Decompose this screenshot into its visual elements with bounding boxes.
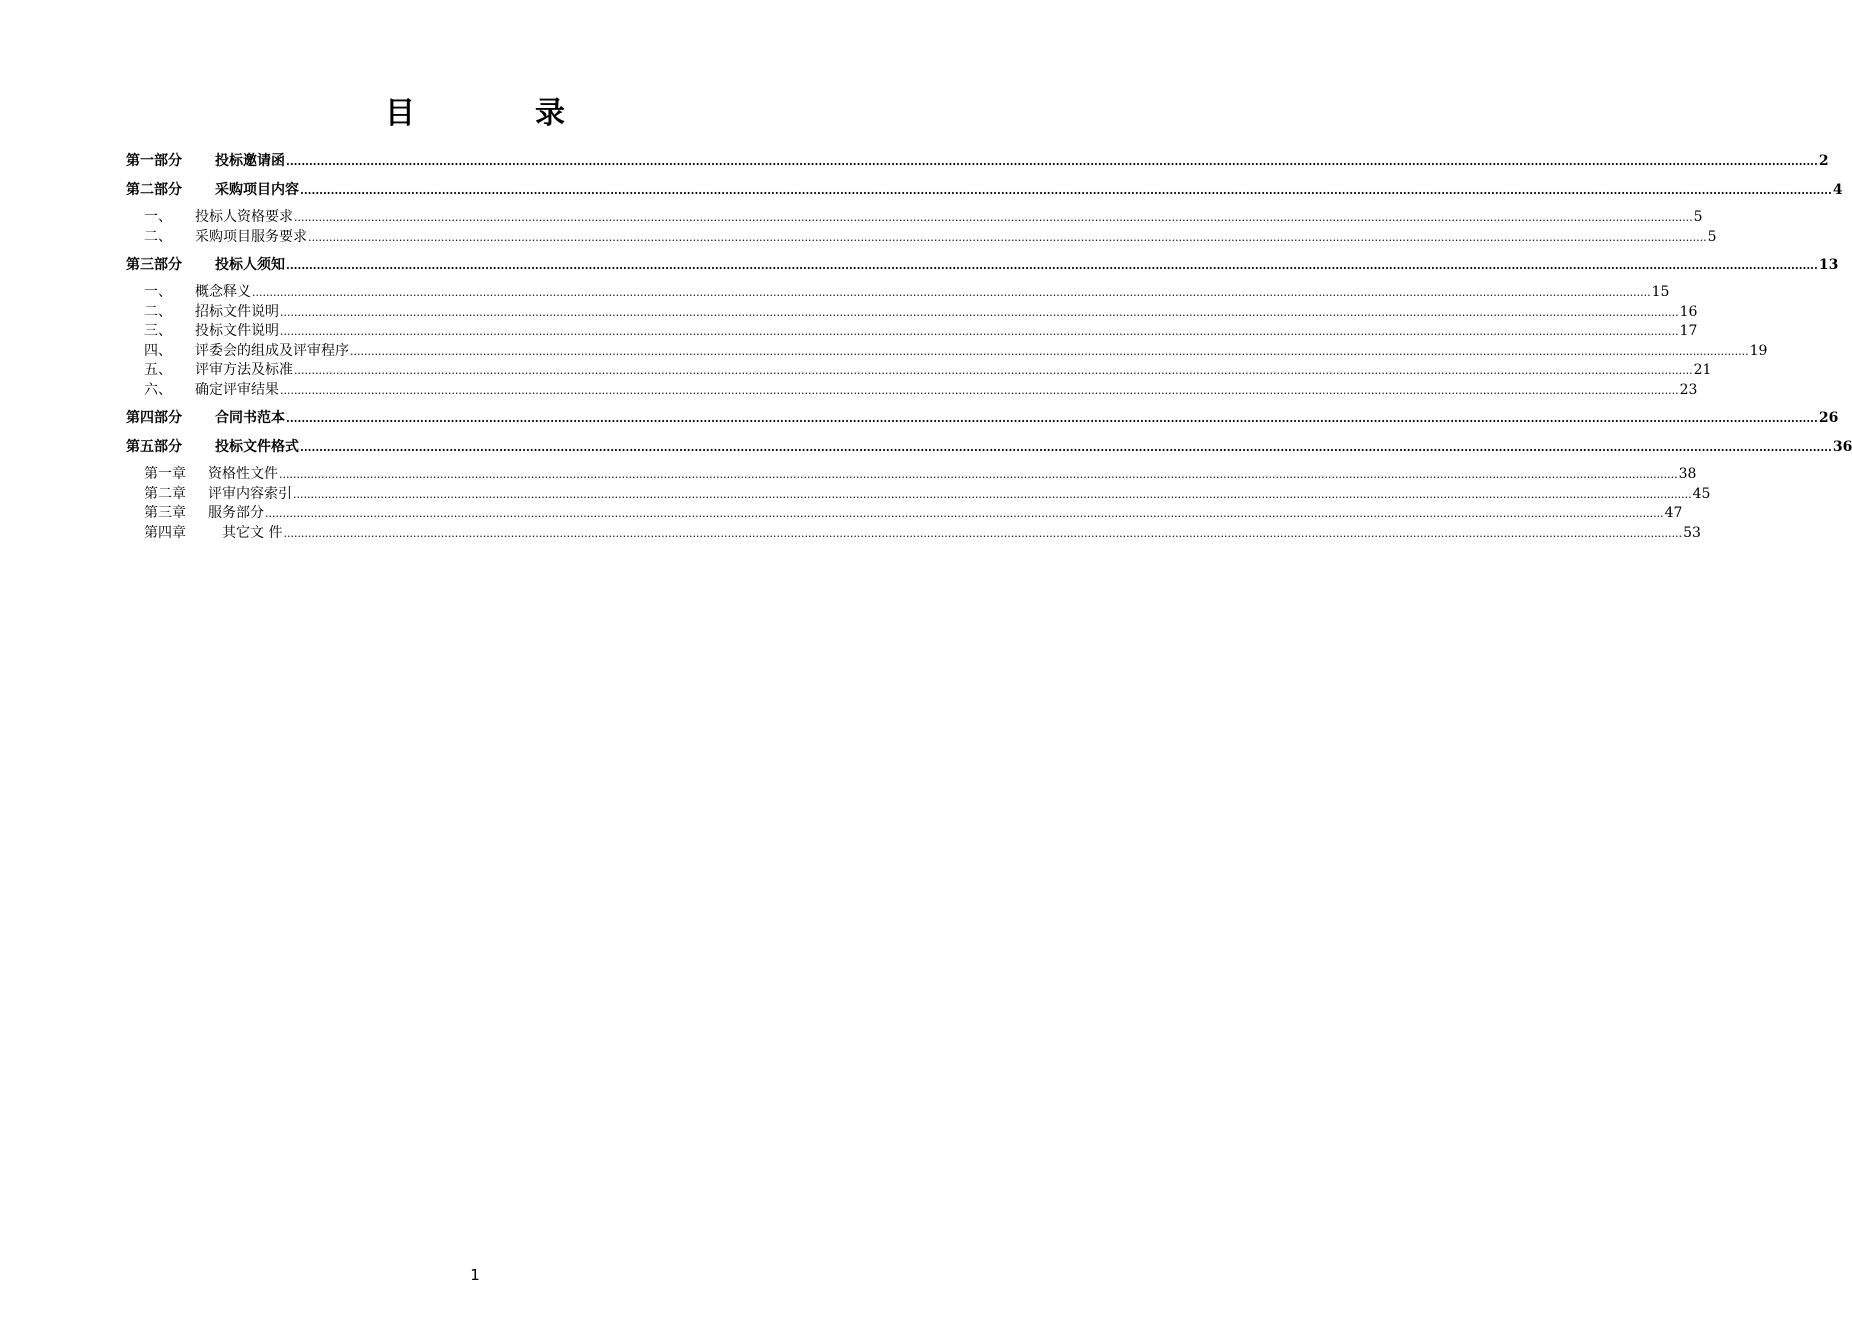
- toc-dot-leader: ................................................................................................................................................................................................................................................................................................................................................................................................................: [286, 155, 1818, 168]
- toc-entry[interactable]: [126, 361, 1712, 381]
- toc-entry-text: 概念释义: [195, 284, 251, 300]
- toc-dot-leader: ................................................................................................................................................................................................................................................................................................................................................................................................................: [286, 259, 1818, 272]
- toc-entry-page: 38: [1678, 466, 1697, 482]
- toc-dot-leader: ................................................................................................................................................................................................................................................................................................................................................................................................................: [280, 383, 1679, 397]
- toc-entry-page: 47: [1664, 505, 1683, 521]
- toc-entry-label: [126, 407, 285, 429]
- toc-dot-leader: ................................................................................................................................................................................................................................................................................................................................................................................................................: [286, 412, 1818, 425]
- toc-entry-text: 投标人须知: [215, 257, 285, 273]
- toc-dot-leader: ................................................................................................................................................................................................................................................................................................................................................................................................................: [280, 325, 1679, 338]
- toc-entry[interactable]: [126, 228, 1717, 248]
- toc-entry[interactable]: [126, 322, 1698, 342]
- toc-entry-number: 四、: [144, 342, 172, 359]
- toc-dot-leader: ................................................................................................................................................................................................................................................................................................................................................................................................................: [265, 507, 1664, 520]
- toc-entry-number: 第一部分: [126, 153, 182, 169]
- toc-entry-text: 招标文件说明: [195, 303, 279, 320]
- toc-entry-page: 45: [1692, 485, 1711, 502]
- toc-entry-text: 采购项目服务要求: [195, 228, 307, 245]
- toc-entry-page: 23: [1679, 381, 1698, 398]
- toc-entry-page: 36: [1832, 439, 1852, 455]
- toc-entry-label: [144, 322, 279, 342]
- toc-title: [0, 88, 950, 132]
- toc-entry-label: [144, 303, 279, 323]
- toc-dot-leader: ................................................................................................................................................................................................................................................................................................................................................................................................................: [252, 286, 1651, 299]
- toc-entry-page: 53: [1683, 524, 1701, 541]
- toc-entry-text: 评审内容索引: [208, 485, 292, 502]
- toc-entry-label: [144, 342, 349, 362]
- toc-entry-page: 21: [1693, 362, 1712, 378]
- toc-entry-page: 5: [1707, 228, 1717, 245]
- toc-entry-page: 5: [1693, 209, 1703, 225]
- toc-entry[interactable]: [126, 208, 1703, 228]
- toc-entry-label: [126, 179, 299, 201]
- toc-entry-label: [144, 465, 278, 485]
- toc-entry-label: [144, 228, 307, 248]
- toc-entry-page: 26: [1818, 410, 1839, 426]
- toc-title-char-2: 录: [535, 96, 565, 131]
- toc-title-char-1: 目: [385, 96, 415, 131]
- toc-entry-text: 评审方法及标准: [195, 362, 293, 378]
- toc-entry-number: 一、: [144, 209, 172, 225]
- toc-entry-text: 资格性文件: [208, 466, 278, 482]
- toc-entry[interactable]: [126, 407, 1839, 429]
- toc-entry-text: 确定评审结果: [195, 381, 279, 398]
- toc-entry[interactable]: [126, 254, 1839, 276]
- toc-dot-leader: ................................................................................................................................................................................................................................................................................................................................................................................................................: [280, 305, 1679, 319]
- toc-entry-text: 其它文 件: [208, 524, 283, 541]
- toc-entry-number: 第四章: [144, 524, 186, 541]
- toc-entry-text: 投标文件说明: [195, 323, 279, 339]
- toc-entry-page: 16: [1679, 303, 1698, 320]
- page-number: 1: [470, 1266, 480, 1284]
- toc-entry-text: 投标邀请函: [215, 153, 285, 169]
- toc-dot-leader: ................................................................................................................................................................................................................................................................................................................................................................................................................: [350, 344, 1749, 358]
- toc-entry-number: 二、: [144, 228, 172, 245]
- toc-entry-label: [144, 485, 292, 505]
- toc-entry-text: 合同书范本: [215, 410, 285, 426]
- toc-entry-number: 第二部分: [126, 182, 182, 198]
- toc-entry-number: 一、: [144, 284, 172, 300]
- toc-entry[interactable]: [126, 524, 1701, 544]
- toc-entry-text: 投标文件格式: [215, 439, 299, 455]
- toc-entry-page: 19: [1749, 342, 1768, 359]
- toc-entry-number: 第三部分: [126, 257, 182, 273]
- toc-dot-leader: ................................................................................................................................................................................................................................................................................................................................................................................................................: [294, 364, 1693, 377]
- toc-entry[interactable]: [126, 504, 1683, 524]
- toc-entry-page: 2: [1818, 153, 1829, 169]
- toc-entry[interactable]: [126, 465, 1697, 485]
- toc-dot-leader: ................................................................................................................................................................................................................................................................................................................................................................................................................: [283, 526, 1683, 540]
- toc-entry-label: [126, 254, 285, 276]
- toc-entry[interactable]: [126, 179, 1843, 201]
- toc-entry-page: 4: [1832, 182, 1843, 198]
- toc-entry-number: 第五部分: [126, 439, 182, 455]
- toc-entry-number: 六、: [144, 381, 172, 398]
- toc-entry-label: [126, 150, 285, 172]
- toc-entry-text: 采购项目内容: [215, 182, 299, 198]
- toc-entry-page: 15: [1651, 284, 1670, 300]
- toc-entry-page: 13: [1818, 257, 1839, 273]
- toc-entry-number: 三、: [144, 323, 172, 339]
- toc-entry-number: 五、: [144, 362, 172, 378]
- toc-entry-label: [144, 504, 264, 524]
- toc-entry-number: 第一章: [144, 466, 186, 482]
- toc-entry-label: [126, 436, 299, 458]
- toc-entry-text: 投标人资格要求: [195, 209, 293, 225]
- toc-entry[interactable]: [126, 485, 1711, 505]
- toc-entry[interactable]: [126, 342, 1768, 362]
- toc-entry[interactable]: [126, 303, 1698, 323]
- toc-entry-label: [144, 524, 282, 544]
- toc-entry-label: [144, 283, 251, 303]
- toc-entry[interactable]: [126, 150, 1829, 172]
- toc-dot-leader: ................................................................................................................................................................................................................................................................................................................................................................................................................: [294, 211, 1693, 224]
- toc-dot-leader: ................................................................................................................................................................................................................................................................................................................................................................................................................: [279, 468, 1678, 481]
- table-of-contents: [126, 150, 1852, 543]
- toc-dot-leader: ................................................................................................................................................................................................................................................................................................................................................................................................................: [300, 441, 1832, 454]
- toc-dot-leader: ................................................................................................................................................................................................................................................................................................................................................................................................................: [308, 230, 1707, 244]
- toc-entry-number: 二、: [144, 303, 172, 320]
- toc-entry-number: 第二章: [144, 485, 186, 502]
- toc-entry-number: 第四部分: [126, 410, 182, 426]
- toc-entry-text: 评委会的组成及评审程序: [195, 342, 349, 359]
- toc-entry-text: 服务部分: [208, 505, 264, 521]
- toc-dot-leader: ................................................................................................................................................................................................................................................................................................................................................................................................................: [300, 184, 1832, 197]
- toc-entry-page: 17: [1679, 323, 1698, 339]
- toc-entry-label: [144, 381, 279, 401]
- toc-entry[interactable]: [126, 436, 1852, 458]
- toc-entry-label: [144, 361, 293, 381]
- toc-entry-number: 第三章: [144, 505, 186, 521]
- toc-entry[interactable]: [126, 283, 1670, 303]
- toc-entry[interactable]: [126, 381, 1698, 401]
- toc-entry-label: [144, 208, 293, 228]
- toc-dot-leader: ................................................................................................................................................................................................................................................................................................................................................................................................................: [293, 487, 1692, 501]
